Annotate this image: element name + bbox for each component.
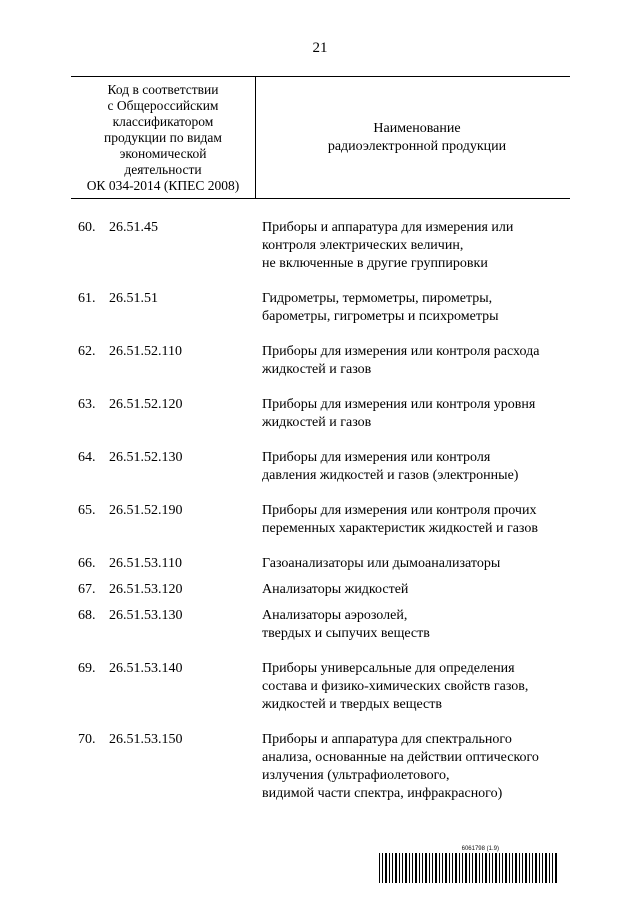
row-number: 63. bbox=[78, 397, 96, 412]
barcode-text: 6061798 (1.9) bbox=[461, 846, 499, 852]
row-number: 62. bbox=[78, 344, 96, 359]
row-code: 26.51.53.120 bbox=[109, 582, 183, 597]
row-number: 66. bbox=[78, 556, 96, 571]
row-code: 26.51.52.110 bbox=[109, 344, 182, 359]
row-code: 26.51.51 bbox=[109, 291, 158, 306]
table-row bbox=[71, 660, 570, 714]
row-code: 26.51.53.150 bbox=[109, 732, 183, 747]
row-number: 60. bbox=[78, 220, 96, 235]
row-description-line: Анализаторы аэрозолей, bbox=[262, 608, 408, 623]
row-description bbox=[255, 219, 570, 273]
barcode bbox=[379, 846, 559, 883]
table-row bbox=[71, 607, 570, 643]
row-code: 26.51.52.130 bbox=[109, 450, 183, 465]
row-description-line: Приборы для измерения или контроля уровня bbox=[262, 397, 536, 412]
header-code-line: экономической bbox=[119, 146, 207, 161]
row-number: 67. bbox=[78, 582, 96, 597]
row-description-line: Приборы для измерения или контроля расхода bbox=[262, 344, 540, 359]
header-code-line: Код в соответствии bbox=[107, 82, 219, 97]
table-body bbox=[71, 219, 570, 803]
row-description bbox=[255, 731, 570, 803]
row-description-line: Анализаторы жидкостей bbox=[262, 582, 409, 597]
row-description bbox=[255, 607, 570, 643]
table-row bbox=[71, 581, 570, 599]
row-description-line: Приборы для измерения или контроля прочих bbox=[262, 503, 537, 518]
row-code: 26.51.53.140 bbox=[109, 661, 183, 676]
table-row bbox=[71, 343, 570, 379]
header-code-line: ОК 034-2014 (КПЕС 2008) bbox=[86, 178, 240, 193]
row-description-line: излучения (ультрафиолетового, bbox=[262, 768, 450, 783]
row-description-line: давления жидкостей и газов (электронные) bbox=[262, 468, 519, 483]
header-code-line: с Общероссийским bbox=[107, 98, 219, 113]
row-description-line: контроля электрических величин, bbox=[262, 238, 464, 253]
row-description bbox=[255, 555, 570, 573]
row-description-line: видимой части спектра, инфракрасного) bbox=[262, 786, 503, 801]
row-description bbox=[255, 396, 570, 432]
header-name-line: Наименование bbox=[373, 120, 461, 136]
row-number: 69. bbox=[78, 661, 96, 676]
row-code: 26.51.52.120 bbox=[109, 397, 183, 412]
row-number: 64. bbox=[78, 450, 96, 465]
header-code-line: классификатором bbox=[112, 114, 214, 129]
products-table bbox=[71, 76, 570, 803]
barcode-bars bbox=[379, 853, 559, 883]
header-code-column bbox=[71, 77, 256, 198]
row-code: 26.51.45 bbox=[109, 220, 158, 235]
row-description-line: состава и физико-химических свойств газов, bbox=[262, 679, 529, 694]
table-row bbox=[71, 731, 570, 803]
table-row bbox=[71, 219, 570, 273]
table-row bbox=[71, 502, 570, 538]
row-description-line: барометры, гигрометры и психрометры bbox=[262, 309, 499, 324]
table-row bbox=[71, 396, 570, 432]
row-code: 26.51.52.190 bbox=[109, 503, 183, 518]
row-description bbox=[255, 290, 570, 326]
row-description bbox=[255, 660, 570, 714]
table-header bbox=[71, 76, 570, 199]
row-number: 61. bbox=[78, 291, 96, 306]
row-description bbox=[255, 581, 570, 599]
header-code-line: деятельности bbox=[124, 162, 202, 177]
row-description-line: жидкостей и газов bbox=[262, 415, 372, 430]
row-number: 68. bbox=[78, 608, 96, 623]
row-description-line: Приборы для измерения или контроля bbox=[262, 450, 491, 465]
header-name-column bbox=[256, 77, 570, 198]
row-description-line: Газоанализаторы или дымоанализаторы bbox=[262, 556, 501, 571]
header-name-line: радиоэлектронной продукции bbox=[327, 138, 507, 154]
row-code: 26.51.53.130 bbox=[109, 608, 183, 623]
row-description-line: Приборы универсальные для определения bbox=[262, 661, 515, 676]
row-number: 65. bbox=[78, 503, 96, 518]
table-row bbox=[71, 290, 570, 326]
header-code-line: продукции по видам bbox=[104, 130, 222, 145]
row-description bbox=[255, 449, 570, 485]
row-description-line: анализа, основанные на действии оптического bbox=[262, 750, 539, 765]
row-description-line: Приборы и аппаратура для измерения или bbox=[262, 220, 514, 235]
row-description-line: Гидрометры, термометры, пирометры, bbox=[262, 291, 493, 306]
row-description-line: не включенные в другие группировки bbox=[262, 256, 488, 271]
row-description-line: Приборы и аппаратура для спектрального bbox=[262, 732, 512, 747]
row-description bbox=[255, 343, 570, 379]
row-description-line: жидкостей и твердых веществ bbox=[262, 697, 442, 712]
row-number: 70. bbox=[78, 732, 96, 747]
page-number: 21 bbox=[312, 40, 328, 56]
table-row bbox=[71, 449, 570, 485]
row-code: 26.51.53.110 bbox=[109, 556, 182, 571]
row-description bbox=[255, 502, 570, 538]
row-description-line: твердых и сыпучих веществ bbox=[262, 626, 430, 641]
row-description-line: переменных характеристик жидкостей и газов bbox=[262, 521, 538, 536]
table-row bbox=[71, 555, 570, 573]
row-description-line: жидкостей и газов bbox=[262, 362, 372, 377]
